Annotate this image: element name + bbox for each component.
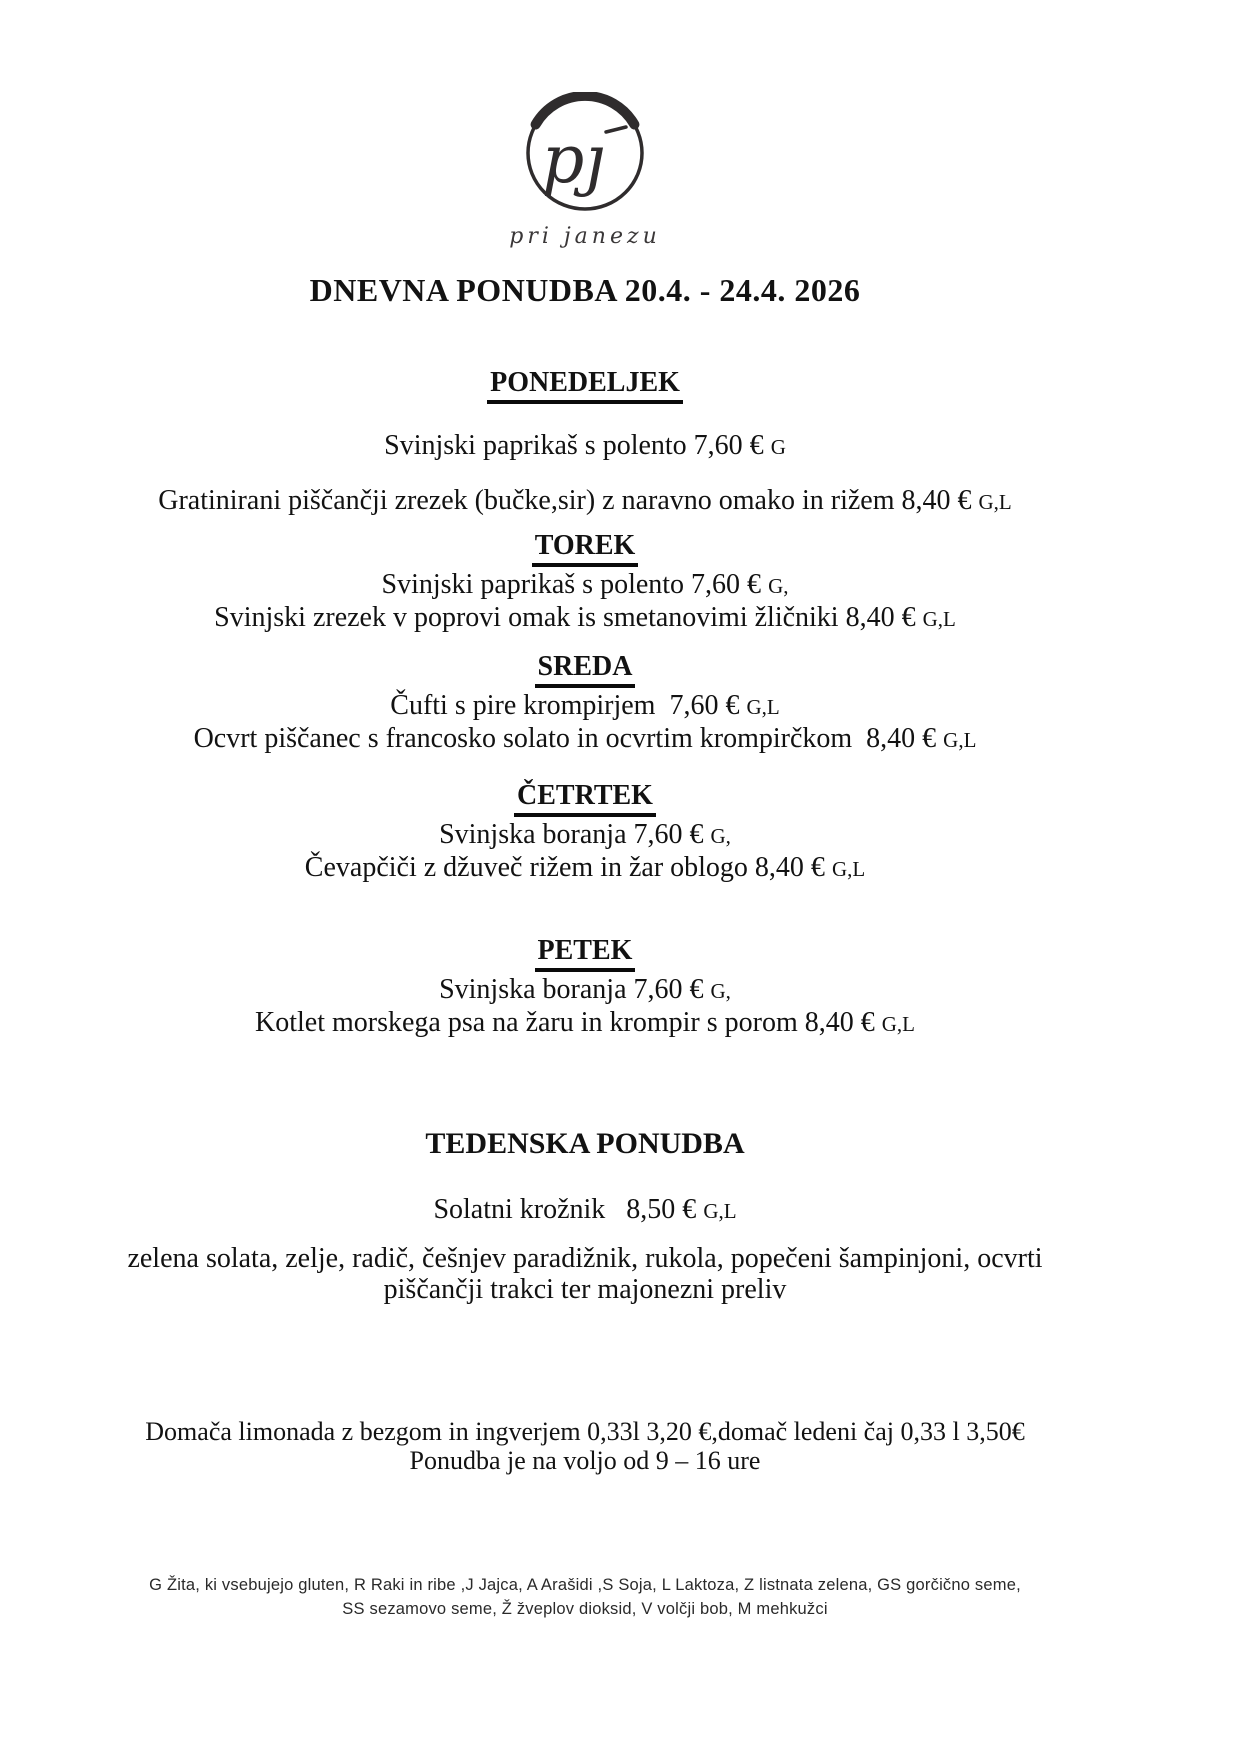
menu-item-line xyxy=(65,852,1105,885)
menu-item-text: Svinjska boranja 7,60 € xyxy=(439,819,704,850)
day-section xyxy=(65,780,1105,885)
menu-item-line xyxy=(65,974,1105,1007)
page-title: DNEVNA PONUDBA 20.4. - 24.4. 2026 xyxy=(309,272,861,308)
menu-item-text: Čevapčiči z džuveč rižem in žar oblogo 8,40 € xyxy=(304,852,825,883)
menu-item-line xyxy=(65,485,1105,518)
menu-item-text: Kotlet morskega psa na žaru in krompir s porom 8,40 € xyxy=(254,1007,875,1038)
menu-item-text: Solatni krožnik 8,50 € xyxy=(433,1194,697,1225)
day-heading: PETEK xyxy=(535,935,636,972)
allergen-codes: G,L xyxy=(746,695,780,719)
day-heading: ČETRTEK xyxy=(514,780,656,817)
logo-monogram-text: pȷ xyxy=(542,121,605,198)
logo-wordmark: pri janezu xyxy=(509,224,661,249)
allergen-codes: G,L xyxy=(703,1199,737,1223)
allergen-codes: G xyxy=(770,435,786,459)
menu-item-text: Čufti s pire krompirjem 7,60 € xyxy=(390,690,740,721)
allergen-codes: G, xyxy=(710,824,731,848)
weekly-description-line-1: zelena solata, zelje, radič, češnjev paradižnik, rukola, popečeni šampinjoni, ocvrti xyxy=(127,1243,1043,1274)
menu-item-text: Gratinirani piščančji zrezek (bučke,sir) z naravno omako in rižem 8,40 € xyxy=(158,485,972,516)
logo-j-dash xyxy=(606,127,626,132)
allergen-codes: G,L xyxy=(943,728,977,752)
allergen-footnote-line-1: G Žita, ki vsebujejo gluten, R Raki in ribe ,J Jajca, A Arašidi ,S Soja, L Laktoza, Z listnata zelena, GS gorčično seme, xyxy=(149,1576,1021,1594)
allergen-codes: G,L xyxy=(978,490,1012,514)
menu-item-text: Svinjski zrezek v poprovi omak is smetanovimi žličniki 8,40 € xyxy=(214,602,916,633)
menu-item-line xyxy=(65,569,1105,602)
menu-content xyxy=(65,0,1105,1621)
day-section xyxy=(65,935,1105,1040)
drinks-line: Domača limonada z bezgom in ingverjem 0,33l 3,20 €,domač ledeni čaj 0,33 l 3,50€ xyxy=(145,1417,1025,1446)
day-section xyxy=(65,367,1105,518)
menu-item-line xyxy=(65,602,1105,635)
day-section xyxy=(65,530,1105,635)
weekly-menu-item xyxy=(65,1194,1105,1227)
daily-menu-sections xyxy=(65,367,1105,1040)
menu-item-text: Ocvrt piščanec s francosko solato in ocvrtim krompirčkom 8,40 € xyxy=(193,723,937,754)
allergen-codes: G,L xyxy=(831,857,866,881)
day-heading: SREDA xyxy=(535,651,636,688)
day-section xyxy=(65,651,1105,756)
menu-item-text: Svinjski paprikaš s polento 7,60 € xyxy=(384,430,764,461)
menu-item-line xyxy=(65,690,1105,723)
allergen-footnote-line-2: SS sezamovo seme, Ž žveplov dioksid, V volčji bob, M mehkužci xyxy=(342,1600,828,1618)
restaurant-logo xyxy=(65,92,1105,249)
allergen-codes: G,L xyxy=(922,607,956,631)
allergen-codes: G,L xyxy=(881,1012,915,1036)
weekly-description-line-2: piščančji trakci ter majonezni preliv xyxy=(383,1274,787,1305)
logo-monogram-icon xyxy=(522,92,648,218)
menu-item-text: Svinjski paprikaš s polento 7,60 € xyxy=(381,569,762,600)
menu-item-text: Svinjska boranja 7,60 € xyxy=(439,974,704,1005)
day-heading: TOREK xyxy=(532,530,639,567)
menu-item-line xyxy=(65,430,1105,463)
menu-item-line xyxy=(65,819,1105,852)
availability-line: Ponudba je na voljo od 9 – 16 ure xyxy=(409,1446,761,1475)
menu-item-line xyxy=(65,1007,1105,1040)
weekly-heading: TEDENSKA PONUDBA xyxy=(425,1127,745,1160)
day-heading: PONEDELJEK xyxy=(487,367,683,404)
allergen-codes: G, xyxy=(710,979,731,1003)
menu-item-line xyxy=(65,723,1105,756)
allergen-codes: G, xyxy=(768,574,789,598)
